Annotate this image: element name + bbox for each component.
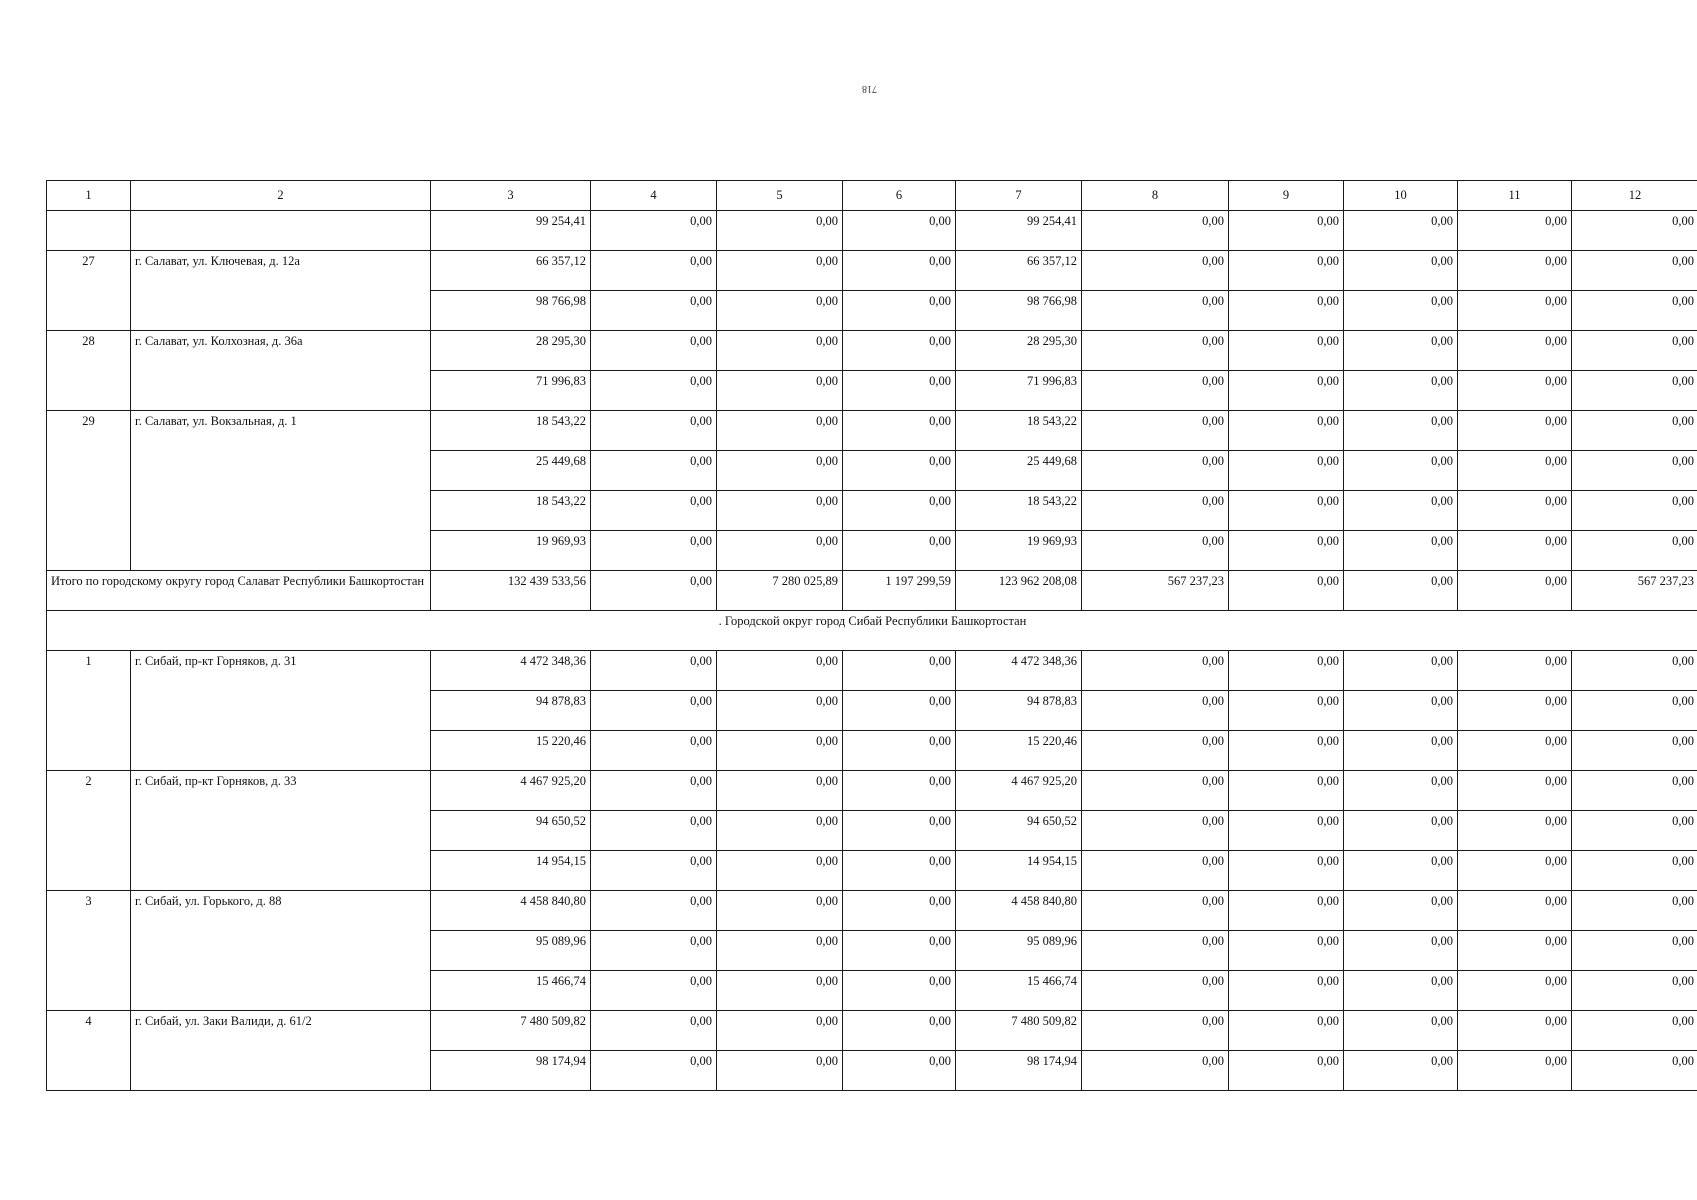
value-cell: 0,00 [1344,491,1458,531]
address-cell: г. Сибай, пр-кт Горняков, д. 33 [131,771,431,891]
value-cell: 4 458 840,80 [956,891,1082,931]
value-cell: 0,00 [1344,211,1458,251]
value-cell: 0,00 [1572,411,1697,451]
column-header: 2 [131,181,431,211]
value-cell: 0,00 [1082,731,1229,771]
value-cell: 0,00 [717,451,843,491]
value-cell: 15 220,46 [431,731,591,771]
value-cell: 0,00 [1082,811,1229,851]
table-row [47,771,1697,811]
address-cell: г. Сибай, ул. Заки Валиди, д. 61/2 [131,1011,431,1091]
value-cell: 4 472 348,36 [956,651,1082,691]
value-cell: 95 089,96 [956,931,1082,971]
row-index: 1 [47,651,131,771]
value-cell: 0,00 [1082,211,1229,251]
value-cell: 0,00 [717,211,843,251]
value-cell: 0,00 [843,771,956,811]
value-cell: 0,00 [1458,371,1572,411]
column-header: 7 [956,181,1082,211]
value-cell: 0,00 [843,411,956,451]
value-cell: 0,00 [1082,971,1229,1011]
budget-table [46,180,1697,1091]
column-header: 12 [1572,181,1697,211]
value-cell: 4 458 840,80 [431,891,591,931]
value-cell: 0,00 [1572,451,1697,491]
section-title: . Городской округ город Сибай Республики Башкортостан [47,611,1697,651]
value-cell: 0,00 [591,531,717,571]
value-cell: 0,00 [843,1051,956,1091]
value-cell: 94 878,83 [431,691,591,731]
column-header: 9 [1229,181,1344,211]
value-cell: 94 878,83 [956,691,1082,731]
value-cell: 0,00 [1572,211,1697,251]
value-cell: 7 480 509,82 [956,1011,1082,1051]
value-cell: 0,00 [591,491,717,531]
value-cell: 0,00 [1082,451,1229,491]
value-cell: 0,00 [1082,931,1229,971]
address-cell: г. Сибай, пр-кт Горняков, д. 31 [131,651,431,771]
value-cell: 0,00 [1572,291,1697,331]
value-cell: 0,00 [717,331,843,371]
value-cell: 0,00 [1082,531,1229,571]
value-cell: 0,00 [1082,491,1229,531]
value-cell: 71 996,83 [431,371,591,411]
value-cell: 0,00 [1458,1011,1572,1051]
value-cell: 0,00 [843,891,956,931]
column-header: 3 [431,181,591,211]
value-cell: 0,00 [1572,331,1697,371]
value-cell: 28 295,30 [431,331,591,371]
value-cell: 0,00 [1082,251,1229,291]
table-row [47,651,1697,691]
value-cell: 0,00 [843,331,956,371]
value-cell: 19 969,93 [431,531,591,571]
value-cell: 0,00 [1344,291,1458,331]
value-cell: 0,00 [591,651,717,691]
value-cell: 25 449,68 [956,451,1082,491]
value-cell: 0,00 [1458,771,1572,811]
total-value-cell: 567 237,23 [1082,571,1229,611]
column-header: 6 [843,181,956,211]
total-value-cell: 7 280 025,89 [717,571,843,611]
value-cell: 0,00 [1344,1051,1458,1091]
value-cell: 0,00 [843,291,956,331]
value-cell: 0,00 [1572,691,1697,731]
value-cell: 0,00 [1229,971,1344,1011]
column-header: 4 [591,181,717,211]
row-index: 28 [47,331,131,411]
value-cell: 0,00 [1082,1051,1229,1091]
value-cell: 0,00 [1344,731,1458,771]
value-cell: 0,00 [1229,291,1344,331]
table-row [47,331,1697,371]
total-value-cell: 1 197 299,59 [843,571,956,611]
total-value-cell: 132 439 533,56 [431,571,591,611]
value-cell: 0,00 [717,411,843,451]
value-cell: 15 466,74 [956,971,1082,1011]
page-number: 718 [862,83,877,94]
value-cell: 4 467 925,20 [956,771,1082,811]
value-cell: 0,00 [1572,731,1697,771]
value-cell: 66 357,12 [956,251,1082,291]
value-cell: 94 650,52 [956,811,1082,851]
value-cell: 0,00 [1458,211,1572,251]
value-cell: 0,00 [591,211,717,251]
value-cell: 0,00 [1229,731,1344,771]
value-cell: 0,00 [843,251,956,291]
value-cell: 0,00 [1082,411,1229,451]
value-cell: 0,00 [1458,491,1572,531]
value-cell: 0,00 [1572,371,1697,411]
value-cell: 0,00 [1229,891,1344,931]
value-cell: 0,00 [843,731,956,771]
value-cell: 14 954,15 [431,851,591,891]
value-cell: 18 543,22 [956,411,1082,451]
value-cell: 0,00 [1572,251,1697,291]
column-header: 11 [1458,181,1572,211]
value-cell: 0,00 [591,1011,717,1051]
row-index [47,211,131,251]
value-cell: 0,00 [1458,451,1572,491]
value-cell: 0,00 [1344,891,1458,931]
value-cell: 98 766,98 [431,291,591,331]
value-cell: 0,00 [1458,811,1572,851]
value-cell: 0,00 [1344,331,1458,371]
value-cell: 0,00 [1572,531,1697,571]
value-cell: 0,00 [1082,371,1229,411]
value-cell: 0,00 [1344,931,1458,971]
value-cell: 0,00 [591,931,717,971]
value-cell: 0,00 [1229,531,1344,571]
value-cell: 0,00 [717,531,843,571]
value-cell: 0,00 [1229,811,1344,851]
address-cell: г. Салават, ул. Вокзальная, д. 1 [131,411,431,571]
value-cell: 0,00 [717,651,843,691]
value-cell: 0,00 [1458,971,1572,1011]
value-cell: 0,00 [1229,691,1344,731]
value-cell: 0,00 [591,731,717,771]
value-cell: 94 650,52 [431,811,591,851]
total-value-cell: 567 237,23 [1572,571,1697,611]
value-cell: 0,00 [1229,491,1344,531]
value-cell: 0,00 [1229,651,1344,691]
value-cell: 0,00 [717,811,843,851]
total-value-cell: 0,00 [1344,571,1458,611]
row-index: 29 [47,411,131,571]
value-cell: 0,00 [591,411,717,451]
value-cell: 0,00 [1229,371,1344,411]
value-cell: 0,00 [717,371,843,411]
value-cell: 0,00 [1458,331,1572,371]
table-row [47,891,1697,931]
value-cell: 0,00 [1458,931,1572,971]
value-cell: 0,00 [1572,1011,1697,1051]
header-row [47,181,1697,211]
value-cell: 0,00 [1229,211,1344,251]
value-cell: 0,00 [717,291,843,331]
value-cell: 0,00 [843,971,956,1011]
value-cell: 99 254,41 [956,211,1082,251]
value-cell: 18 543,22 [431,411,591,451]
row-index: 2 [47,771,131,891]
value-cell: 71 996,83 [956,371,1082,411]
value-cell: 0,00 [843,491,956,531]
address-cell: г. Салават, ул. Ключевая, д. 12а [131,251,431,331]
value-cell: 0,00 [1572,1051,1697,1091]
value-cell: 0,00 [1572,931,1697,971]
table-row [47,1011,1697,1051]
value-cell: 0,00 [1082,1011,1229,1051]
value-cell: 0,00 [1082,771,1229,811]
value-cell: 15 220,46 [956,731,1082,771]
value-cell: 0,00 [843,691,956,731]
value-cell: 0,00 [1229,931,1344,971]
value-cell: 0,00 [1344,411,1458,451]
value-cell: 28 295,30 [956,331,1082,371]
value-cell: 98 766,98 [956,291,1082,331]
value-cell: 0,00 [1458,291,1572,331]
column-header: 5 [717,181,843,211]
value-cell: 0,00 [591,771,717,811]
total-value-cell: 0,00 [1458,571,1572,611]
value-cell: 0,00 [1229,251,1344,291]
value-cell: 0,00 [843,651,956,691]
value-cell: 0,00 [717,691,843,731]
value-cell: 0,00 [1458,531,1572,571]
value-cell: 4 472 348,36 [431,651,591,691]
value-cell: 0,00 [1458,411,1572,451]
value-cell: 0,00 [1344,771,1458,811]
value-cell: 0,00 [843,1011,956,1051]
value-cell: 0,00 [1082,851,1229,891]
total-value-cell: 123 962 208,08 [956,571,1082,611]
total-label: Итого по городскому округу город Салават Республики Башкортостан [47,571,431,611]
value-cell: 0,00 [843,451,956,491]
value-cell: 0,00 [1229,851,1344,891]
value-cell: 0,00 [591,971,717,1011]
value-cell: 0,00 [843,851,956,891]
value-cell: 0,00 [1344,1011,1458,1051]
value-cell: 0,00 [591,291,717,331]
row-index: 3 [47,891,131,1011]
value-cell: 0,00 [717,1011,843,1051]
value-cell: 0,00 [1344,651,1458,691]
value-cell: 0,00 [717,1051,843,1091]
address-cell [131,211,431,251]
value-cell: 0,00 [843,811,956,851]
value-cell: 0,00 [1082,691,1229,731]
value-cell: 0,00 [591,891,717,931]
value-cell: 0,00 [843,531,956,571]
value-cell: 0,00 [1344,251,1458,291]
total-row [47,571,1697,611]
value-cell: 66 357,12 [431,251,591,291]
value-cell: 0,00 [1082,291,1229,331]
value-cell: 0,00 [843,931,956,971]
column-header: 8 [1082,181,1229,211]
value-cell: 0,00 [717,931,843,971]
value-cell: 0,00 [1229,771,1344,811]
value-cell: 0,00 [1572,851,1697,891]
total-value-cell: 0,00 [1229,571,1344,611]
value-cell: 0,00 [1082,891,1229,931]
value-cell: 0,00 [1572,891,1697,931]
value-cell: 0,00 [1344,371,1458,411]
value-cell: 0,00 [717,891,843,931]
value-cell: 0,00 [591,851,717,891]
value-cell: 25 449,68 [431,451,591,491]
value-cell: 18 543,22 [431,491,591,531]
value-cell: 0,00 [1344,851,1458,891]
address-cell: г. Сибай, ул. Горького, д. 88 [131,891,431,1011]
row-index: 4 [47,1011,131,1091]
value-cell: 0,00 [843,211,956,251]
value-cell: 0,00 [1229,1011,1344,1051]
value-cell: 0,00 [1229,411,1344,451]
value-cell: 0,00 [1344,971,1458,1011]
value-cell: 0,00 [1229,1051,1344,1091]
value-cell: 0,00 [1572,771,1697,811]
value-cell: 0,00 [1082,651,1229,691]
value-cell: 99 254,41 [431,211,591,251]
total-value-cell: 0,00 [591,571,717,611]
row-index: 27 [47,251,131,331]
value-cell: 18 543,22 [956,491,1082,531]
value-cell: 0,00 [717,491,843,531]
table-row [47,411,1697,451]
value-cell: 0,00 [1458,851,1572,891]
value-cell: 0,00 [1082,331,1229,371]
value-cell: 0,00 [1458,891,1572,931]
value-cell: 0,00 [717,731,843,771]
value-cell: 0,00 [843,371,956,411]
value-cell: 4 467 925,20 [431,771,591,811]
value-cell: 0,00 [591,251,717,291]
value-cell: 0,00 [1572,491,1697,531]
value-cell: 0,00 [591,371,717,411]
value-cell: 95 089,96 [431,931,591,971]
value-cell: 98 174,94 [431,1051,591,1091]
value-cell: 0,00 [1458,1051,1572,1091]
value-cell: 7 480 509,82 [431,1011,591,1051]
value-cell: 0,00 [1458,651,1572,691]
column-header: 1 [47,181,131,211]
value-cell: 0,00 [1458,731,1572,771]
table-row [47,251,1697,291]
value-cell: 0,00 [1458,251,1572,291]
value-cell: 0,00 [591,811,717,851]
value-cell: 14 954,15 [956,851,1082,891]
value-cell: 98 174,94 [956,1051,1082,1091]
value-cell: 0,00 [591,331,717,371]
value-cell: 0,00 [1229,451,1344,491]
value-cell: 19 969,93 [956,531,1082,571]
value-cell: 0,00 [1229,331,1344,371]
value-cell: 0,00 [591,451,717,491]
value-cell: 15 466,74 [431,971,591,1011]
value-cell: 0,00 [591,1051,717,1091]
address-cell: г. Салават, ул. Колхозная, д. 36а [131,331,431,411]
value-cell: 0,00 [591,691,717,731]
table-row [47,211,1697,251]
value-cell: 0,00 [717,251,843,291]
value-cell: 0,00 [1572,971,1697,1011]
column-header: 10 [1344,181,1458,211]
table-body [47,181,1697,1091]
value-cell: 0,00 [717,971,843,1011]
section-row [47,611,1697,651]
value-cell: 0,00 [1458,691,1572,731]
value-cell: 0,00 [717,851,843,891]
value-cell: 0,00 [1344,531,1458,571]
value-cell: 0,00 [1344,451,1458,491]
value-cell: 0,00 [1344,811,1458,851]
value-cell: 0,00 [717,771,843,811]
value-cell: 0,00 [1572,651,1697,691]
value-cell: 0,00 [1572,811,1697,851]
value-cell: 0,00 [1344,691,1458,731]
